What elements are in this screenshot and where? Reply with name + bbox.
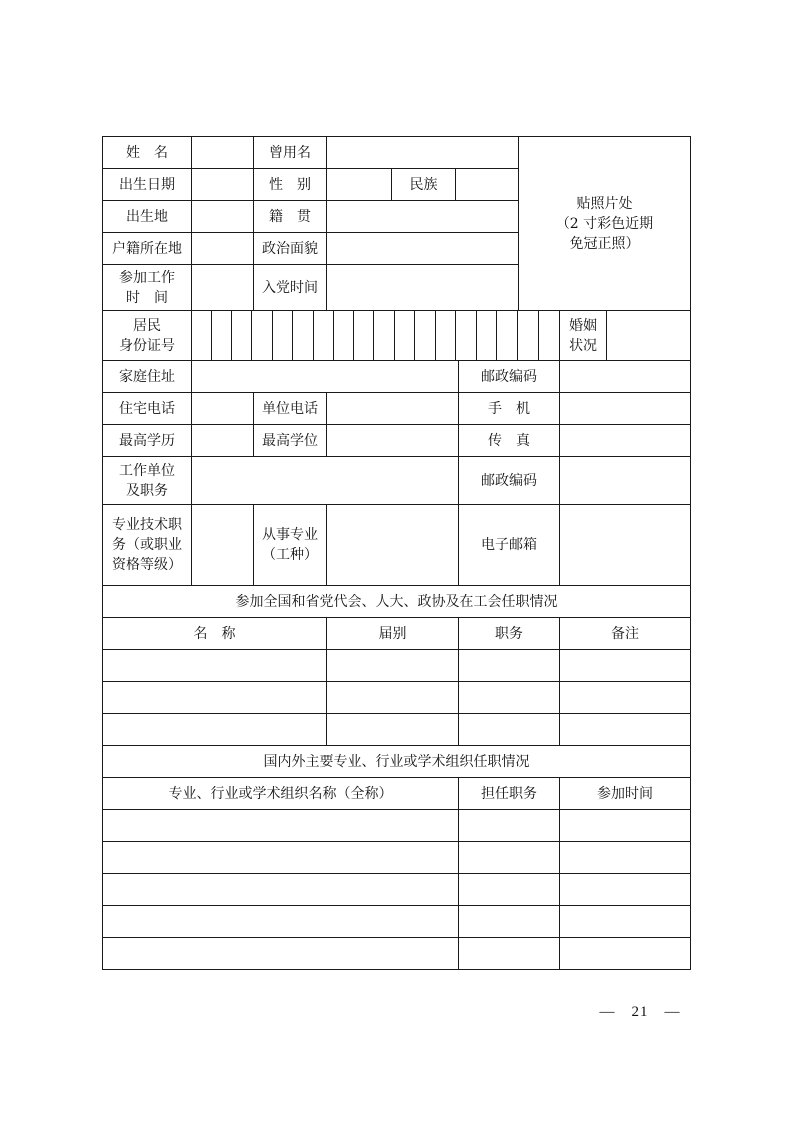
professional-title-label: 专业技术职 务（或职业 资格等级） bbox=[112, 517, 182, 573]
id-digit-box[interactable] bbox=[497, 311, 517, 360]
section1-header-1: 届别 bbox=[378, 625, 407, 642]
home-phone-field[interactable] bbox=[192, 393, 253, 424]
section2-header-1: 担任职务 bbox=[481, 785, 537, 802]
employer-postcode-label: 邮政编码 bbox=[481, 472, 537, 489]
table-right-border bbox=[690, 136, 691, 970]
section1-entry-cell[interactable] bbox=[560, 682, 690, 713]
table-bottom-border bbox=[102, 969, 691, 970]
degree-field[interactable] bbox=[327, 425, 458, 456]
employer-postcode-field[interactable] bbox=[560, 457, 690, 504]
section1-entry-cell[interactable] bbox=[327, 650, 458, 681]
work-phone-field[interactable] bbox=[327, 393, 458, 424]
email-field[interactable] bbox=[560, 505, 690, 585]
name-label: 姓 名 bbox=[126, 144, 168, 161]
section2-title: 国内外主要专业、行业或学术组织任职情况 bbox=[263, 753, 530, 770]
id-digit-box[interactable] bbox=[212, 311, 231, 360]
id-digit-box[interactable] bbox=[354, 311, 373, 360]
work-phone-label: 单位电话 bbox=[262, 400, 318, 417]
home-address-field[interactable] bbox=[192, 361, 458, 392]
ethnicity-field[interactable] bbox=[456, 169, 518, 200]
gender-field[interactable] bbox=[327, 169, 391, 200]
former-name-field[interactable] bbox=[327, 137, 518, 168]
political-status-field[interactable] bbox=[327, 233, 518, 264]
work-start-field[interactable] bbox=[192, 265, 253, 310]
section2-entry-cell[interactable] bbox=[560, 938, 690, 969]
employer-field[interactable] bbox=[192, 457, 458, 504]
id-digit-box[interactable] bbox=[415, 311, 435, 360]
id-digit-box[interactable] bbox=[293, 311, 313, 360]
section1-entry-cell[interactable] bbox=[459, 682, 559, 713]
mobile-field[interactable] bbox=[560, 393, 690, 424]
id-digit-box[interactable] bbox=[334, 311, 353, 360]
native-place-field[interactable] bbox=[327, 201, 518, 232]
home-postcode-label: 邮政编码 bbox=[481, 368, 537, 385]
id-digit-box[interactable] bbox=[477, 311, 496, 360]
work-start-label: 参加工作 时 间 bbox=[119, 269, 175, 306]
section1-entry-cell[interactable] bbox=[560, 714, 690, 745]
professional-title-field[interactable] bbox=[192, 505, 253, 585]
household-registration-field[interactable] bbox=[192, 233, 253, 264]
section2-entry-cell[interactable] bbox=[560, 842, 690, 873]
fax-field[interactable] bbox=[560, 425, 690, 456]
section2-entry-cell[interactable] bbox=[103, 842, 458, 873]
section2-entry-cell[interactable] bbox=[459, 938, 559, 969]
section1-entry-cell[interactable] bbox=[327, 714, 458, 745]
section1-entry-cell[interactable] bbox=[459, 714, 559, 745]
specialty-field[interactable] bbox=[327, 505, 458, 585]
marital-status-label: 婚姻 状况 bbox=[569, 317, 597, 354]
section1-entry-cell[interactable] bbox=[103, 650, 326, 681]
id-digit-box[interactable] bbox=[232, 311, 251, 360]
section1-entry-cell[interactable] bbox=[560, 650, 690, 681]
party-join-label: 入党时间 bbox=[262, 279, 318, 296]
section2-entry-cell[interactable] bbox=[459, 810, 559, 841]
birthplace-field[interactable] bbox=[192, 201, 253, 232]
section2-entry-cell[interactable] bbox=[459, 874, 559, 905]
employer-label: 工作单位 及职务 bbox=[119, 462, 175, 499]
id-digit-box[interactable] bbox=[252, 311, 272, 360]
section1-header-0: 名 称 bbox=[193, 625, 236, 642]
section2-entry-cell[interactable] bbox=[103, 906, 458, 937]
section1-header-2: 职务 bbox=[495, 625, 523, 642]
section2-entry-cell[interactable] bbox=[560, 906, 690, 937]
section2-header-2: 参加时间 bbox=[597, 785, 653, 802]
id-number-label: 居民 身份证号 bbox=[119, 317, 175, 354]
former-name-label: 曾用名 bbox=[269, 144, 311, 161]
education-label: 最高学历 bbox=[119, 432, 175, 449]
political-status-label: 政治面貌 bbox=[262, 240, 318, 257]
id-digit-box[interactable] bbox=[395, 311, 414, 360]
id-digit-box[interactable] bbox=[539, 311, 559, 360]
photo-placeholder: 贴照片处 （2 寸彩色近期 免冠正照） bbox=[555, 195, 654, 252]
education-field[interactable] bbox=[192, 425, 253, 456]
section1-header-3: 备注 bbox=[611, 625, 639, 642]
marital-status-field[interactable] bbox=[607, 311, 690, 360]
section2-entry-cell[interactable] bbox=[459, 906, 559, 937]
section2-entry-cell[interactable] bbox=[103, 874, 458, 905]
home-address-label: 家庭住址 bbox=[119, 368, 175, 385]
degree-label: 最高学位 bbox=[262, 432, 318, 449]
home-postcode-field[interactable] bbox=[560, 361, 690, 392]
section2-entry-cell[interactable] bbox=[459, 842, 559, 873]
household-registration-label: 户籍所在地 bbox=[112, 240, 182, 257]
native-place-label: 籍 贯 bbox=[269, 208, 311, 225]
section2-header-0: 专业、行业或学术组织名称（全称） bbox=[168, 785, 393, 802]
name-field[interactable] bbox=[192, 137, 253, 168]
id-digit-box[interactable] bbox=[374, 311, 394, 360]
section2-entry-cell[interactable] bbox=[103, 938, 458, 969]
section1-entry-cell[interactable] bbox=[327, 682, 458, 713]
section1-entry-cell[interactable] bbox=[103, 682, 326, 713]
section1-title: 参加全国和省党代会、人大、政协及在工会任职情况 bbox=[235, 593, 558, 610]
id-digit-box[interactable] bbox=[273, 311, 292, 360]
section1-entry-cell[interactable] bbox=[459, 650, 559, 681]
section2-entry-cell[interactable] bbox=[560, 874, 690, 905]
birthplace-label: 出生地 bbox=[126, 208, 168, 225]
section2-entry-cell[interactable] bbox=[560, 810, 690, 841]
birth-date-field[interactable] bbox=[192, 169, 253, 200]
ethnicity-label: 民族 bbox=[409, 176, 438, 193]
email-label: 电子邮箱 bbox=[481, 537, 537, 553]
id-digit-box[interactable] bbox=[192, 311, 211, 360]
specialty-label: 从事专业 （工种） bbox=[262, 527, 318, 563]
id-digit-box[interactable] bbox=[314, 311, 333, 360]
fax-label: 传 真 bbox=[488, 432, 530, 449]
id-digit-box[interactable] bbox=[518, 311, 538, 360]
section2-entry-cell[interactable] bbox=[103, 810, 458, 841]
mobile-label: 手 机 bbox=[488, 400, 530, 417]
id-digit-box[interactable] bbox=[456, 311, 476, 360]
section1-entry-cell[interactable] bbox=[103, 714, 326, 745]
birth-date-label: 出生日期 bbox=[119, 176, 175, 193]
party-join-field[interactable] bbox=[327, 265, 518, 310]
page-number: — 21 — bbox=[599, 1003, 681, 1020]
id-digit-box[interactable] bbox=[436, 311, 455, 360]
home-phone-label: 住宅电话 bbox=[119, 400, 175, 417]
gender-label: 性 别 bbox=[269, 176, 311, 193]
